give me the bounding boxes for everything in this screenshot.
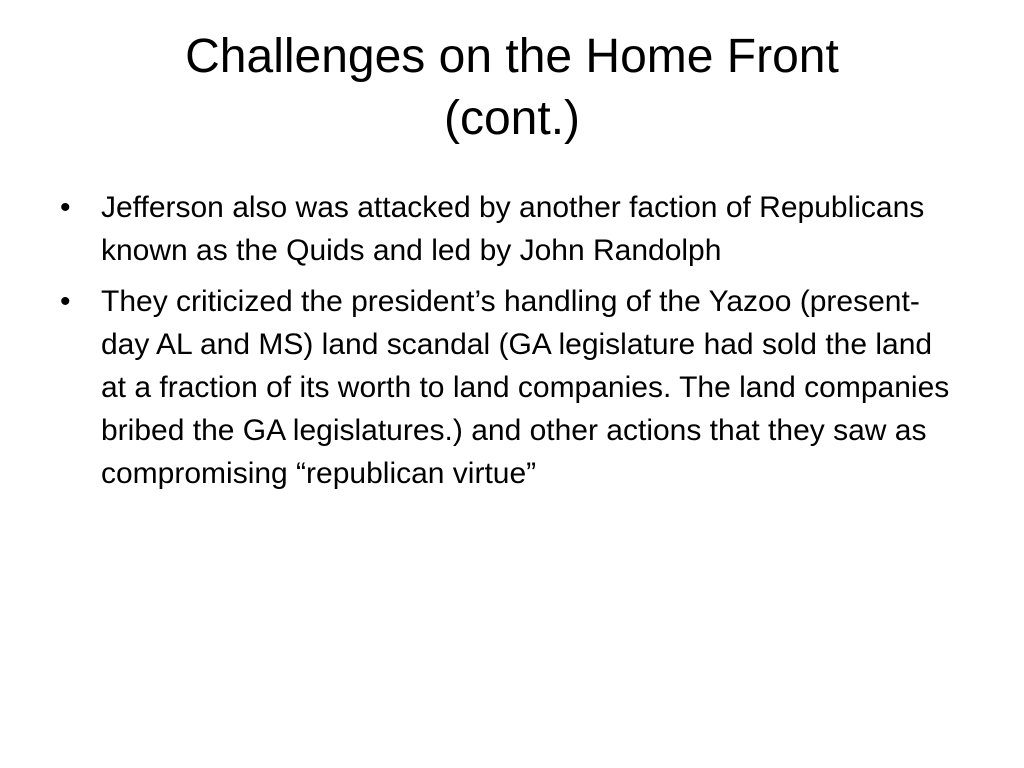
bullet-list	[60, 186, 965, 503]
slide-title	[60, 26, 964, 150]
bullet-item	[60, 186, 965, 272]
bullet-text: Jefferson also was attacked by another faction of Republicans known as the Quids and led by John Randolph	[101, 191, 925, 267]
bullet-icon: •	[60, 191, 71, 224]
bullet-item	[60, 280, 965, 495]
slide-title-line: (cont.)	[443, 92, 581, 145]
bullet-icon: •	[60, 285, 71, 318]
bullet-text: They criticized the president’s handling of the Yazoo (present-day AL and MS) land scandal (GA legislature had sold the land at a fraction of its worth to land companies. The land companies bribed the GA legislatures.) and other actions that they saw as compromising “republican virtue”	[101, 285, 950, 490]
slide-title-line: Challenges on the Home Front	[185, 30, 839, 83]
